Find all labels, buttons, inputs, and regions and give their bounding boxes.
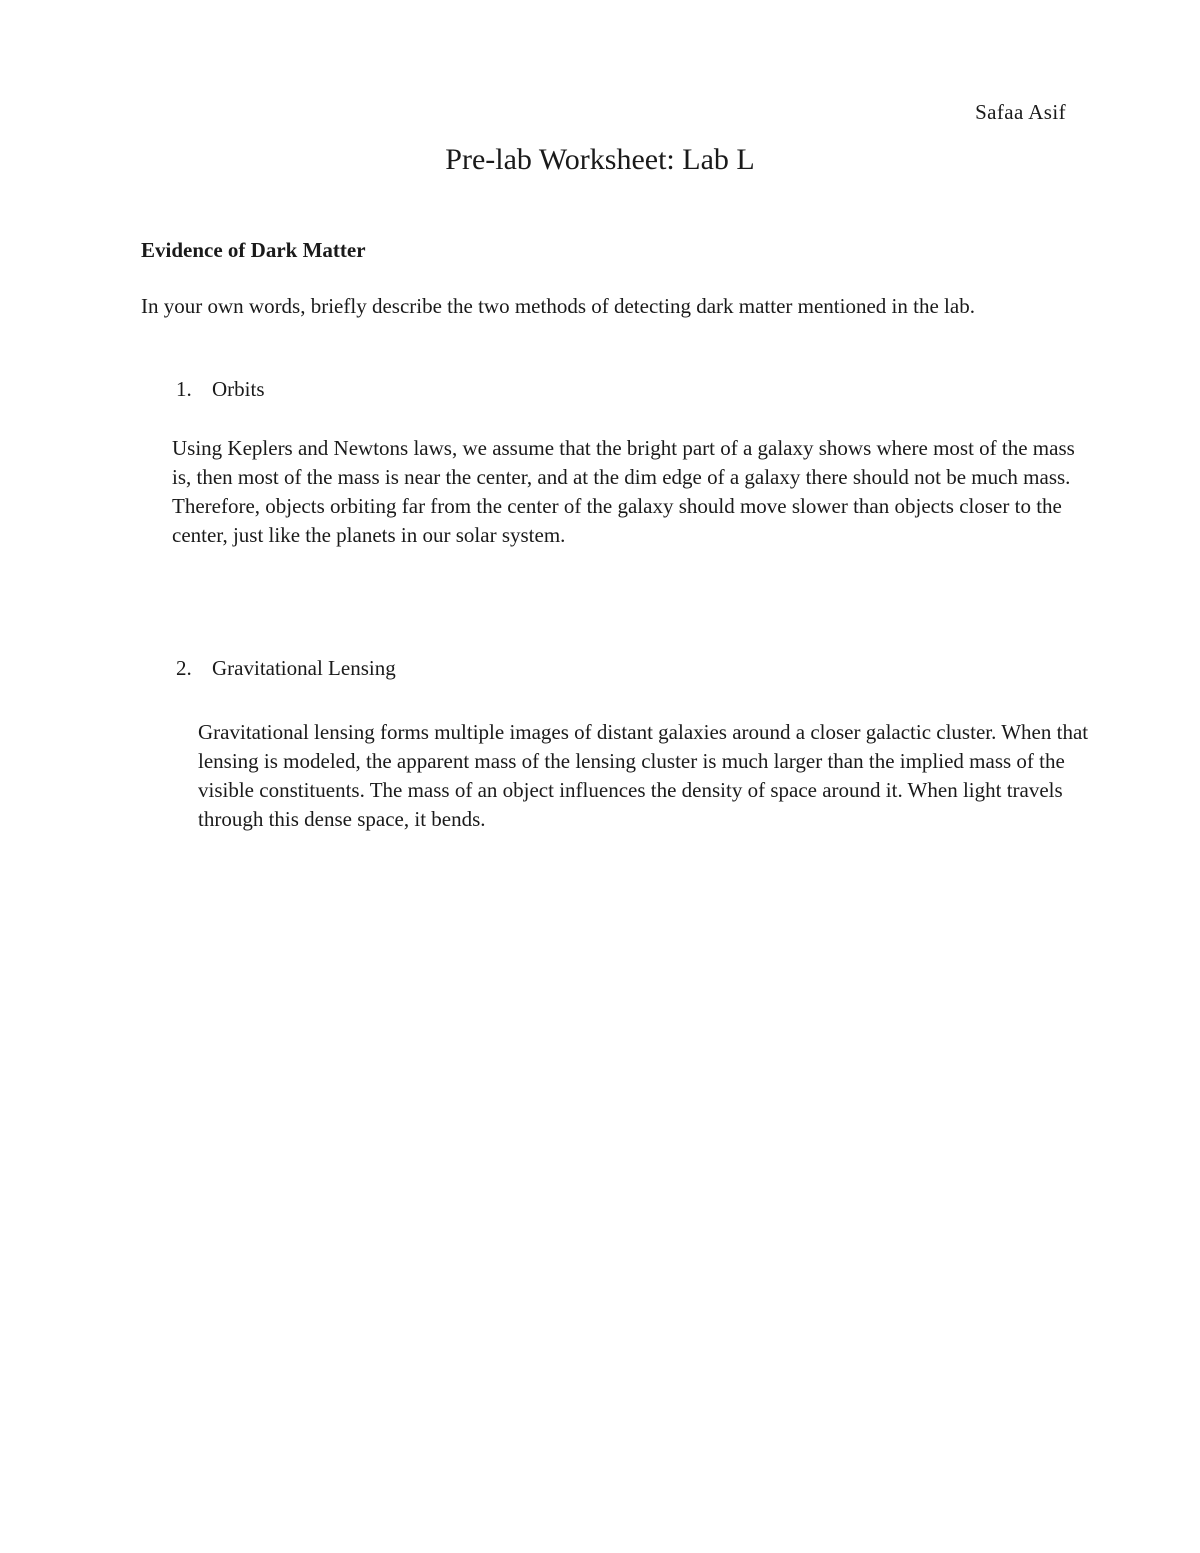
- section-heading: Evidence of Dark Matter: [141, 238, 366, 262]
- list-item-label: Gravitational Lensing: [212, 656, 396, 680]
- author-name: Safaa Asif: [975, 100, 1066, 124]
- answer-gravitational-lensing: Gravitational lensing forms multiple images of distant galaxies around a closer galactic cluster. When that lensing is modeled, the apparent mass of the lensing cluster is much larger than the implied mass of the visible constituents. The mass of an object influences the density of space around it. When light travels through this dense space, it bends.: [198, 720, 1089, 831]
- page-title: Pre-lab Worksheet: Lab L: [445, 143, 755, 176]
- list-item-orbits: [176, 377, 265, 402]
- answer-orbits: Using Keplers and Newtons laws, we assume that the bright part of a galaxy shows where most of the mass is, then most of the mass is near the center, and at the dim edge of a galaxy there should not be much mass. Therefore, objects orbiting far from the center of the galaxy should move slower than objects closer to the center, just like the planets in our solar system.: [172, 436, 1075, 547]
- list-item-gravitational-lensing: [176, 656, 396, 681]
- list-item-number: 1.: [176, 377, 192, 401]
- question-prompt: In your own words, briefly describe the two methods of detecting dark matter mentioned in the lab.: [141, 294, 975, 318]
- list-item-number: 2.: [176, 656, 192, 680]
- list-item-label: Orbits: [212, 377, 265, 401]
